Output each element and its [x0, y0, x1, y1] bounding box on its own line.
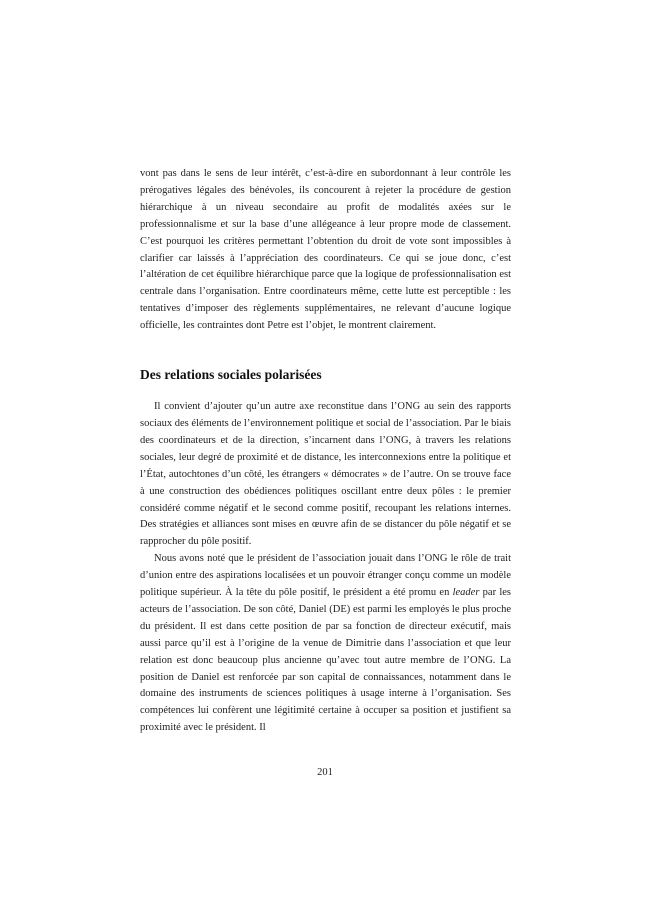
paragraph-text: par les acteurs de l’association. De son côté, Daniel (DE) est parmi les employés le plus proche du président. Il est dans cette position de par sa fonction de directeur exécutif, mais aussi parce qu’il est à l’origine de la venue de Dimitrie dans l’association et que leur relation est donc beaucoup plus ancienne qu’avec tout autre membre de l’ONG. La position de Daniel est renforcée par son capital de connaissances, notamment dans le domaine des instruments de sciences politiques à usage interne à l’organisation. Ses compétences lui confèrent une légitimité certaine à occuper sa position et justifient sa proximité avec le président. Il [140, 587, 511, 734]
page-body [140, 166, 511, 737]
body-paragraph: Il convient d’ajouter qu’un autre axe reconstitue dans l’ONG au sein des rapports sociaux des éléments de l’environnement politique et social de l’association. Par le biais des coordinateurs et de la direction, s’incarnent dans l’ONG, à travers les relations sociales, leur degré de proximité et de distance, les interconnexions entre la politique et l’État, autochtones d’un côté, les étrangers « démocrates » de l’autre. On se trouve face à une construction des obédiences politiques oscillant entre deux pôles : le premier considéré comme négatif et le second comme positif, recoupant les relations internes. Des stratégies et alliances sont mises en œuvre afin de se distancer du pôle négatif et se rapprocher du pôle positif. [140, 401, 511, 548]
emphasized-term: leader [452, 587, 480, 599]
paragraph-text: Nous avons noté que le président de l’association jouait dans l’ONG le rôle de trait d’union entre des aspirations localisées et un pouvoir étranger conçu comme un modèle politique supérieur. À la tête du pôle positif, le président a été promu en [140, 553, 511, 599]
section-heading: Des relations sociales polarisées [140, 367, 322, 383]
body-paragraph: vont pas dans le sens de leur intérêt, c’est-à-dire en subordonnant à leur contrôle les prérogatives légales des bénévoles, ils concourent à rejeter la procédure de gestion hiérarchique à un niveau secondaire au profit de modalités axées sur le professionnalisme et sur la base d’une allégeance à leur propre mode de classement. C’est pourquoi les critères permettant l’obtention du droit de vote sont impossibles à clarifier car laissés à l’appréciation des coordinateurs. Ce qui se joue donc, c’est l’altération de cet équilibre hiérarchique parce que la logique de professionnalisation est centrale dans l’organisation. Entre coordinateurs même, cette lutte est perceptible : les tentatives d’imposer des règlements supplémentaires, ne relevant d’aucune logique officielle, les contraintes dont Petre est l’objet, le montrent clairement. [140, 168, 511, 332]
page-number: 201 [317, 767, 333, 778]
body-paragraph [140, 551, 511, 737]
